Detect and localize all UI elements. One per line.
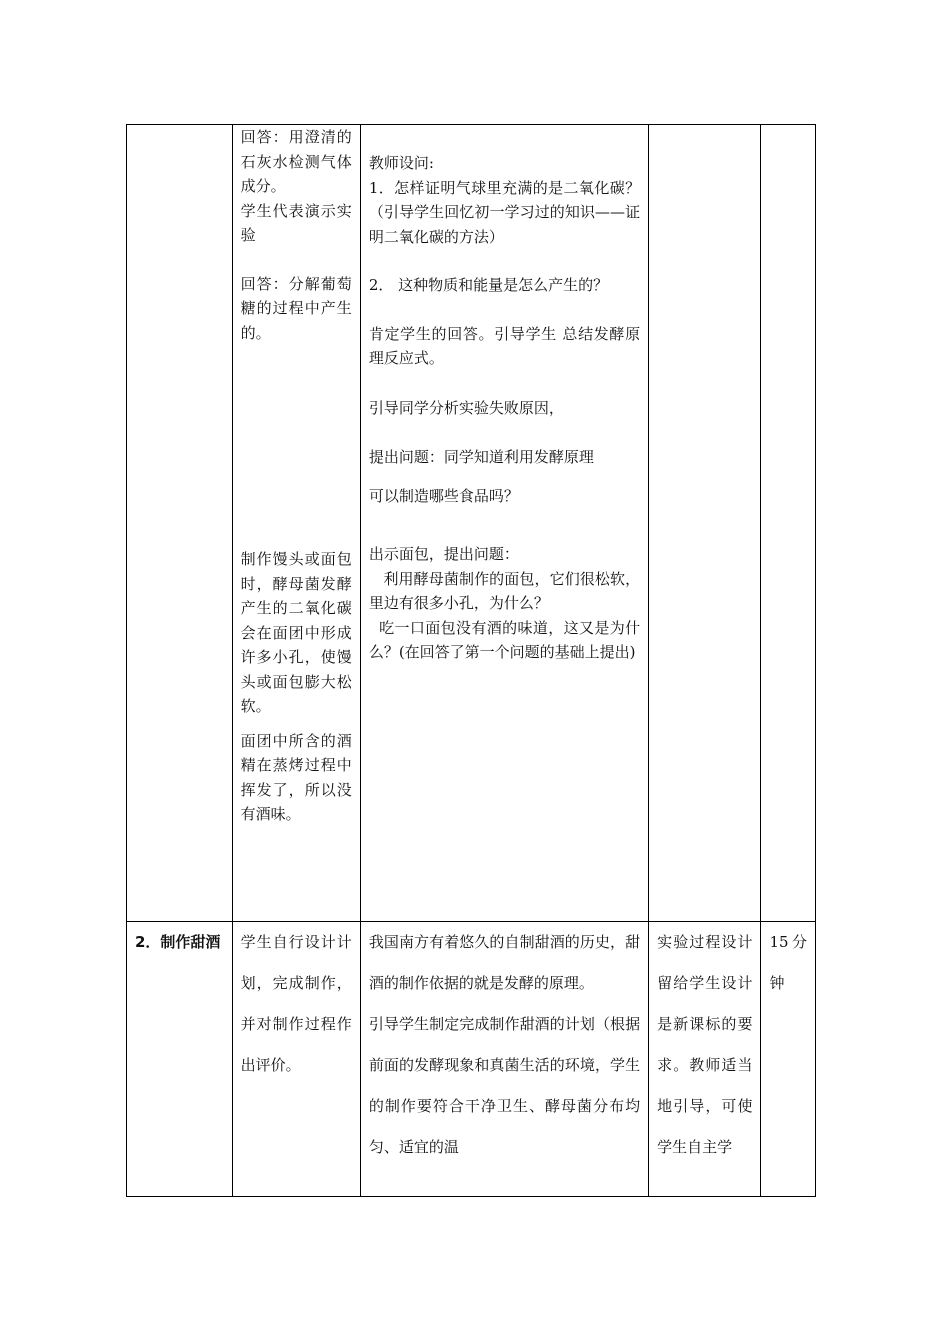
- teacher-activity-cell: [360, 125, 648, 922]
- table-row: [127, 125, 816, 922]
- lesson-plan-table: [126, 124, 816, 1197]
- teacher-prompt-1: 提出问题：同学知道利用发酵原理: [368, 448, 594, 466]
- time-cell: [761, 922, 816, 1197]
- student-activity-cell: [232, 125, 360, 922]
- step-cell: [127, 125, 233, 922]
- time-value: 15分钟: [769, 933, 807, 992]
- time-cell: [761, 125, 816, 922]
- student-answer-1: 回答：用澄清的石灰水检测气体成分。: [240, 128, 352, 195]
- student-activity-cell: [232, 922, 360, 1197]
- student-demo: 学生代表演示实验: [240, 201, 352, 244]
- student-plan: 学生自行设计计划，完成制作，并对制作过程作出评价。: [240, 933, 352, 1074]
- teacher-bread-question-2: 吃一口面包没有酒的味道，这又是为什么？(在回答了第一个问题的基础上提出): [368, 618, 641, 661]
- student-answer-2: 回答：分解葡萄糖的过程中产生的。: [240, 274, 352, 342]
- student-answer-4: 面团中所含的酒精在蒸烤过程中挥发了，所以没有酒味。: [240, 731, 352, 823]
- teacher-question-heading: 教师设问:: [368, 154, 434, 172]
- step-cell: [127, 922, 233, 1197]
- teacher-show-bread: 出示面包，提出问题：: [368, 545, 519, 563]
- teacher-guide: 引导学生制定完成制作甜酒的计划（根据前面的发酵现象和真菌生活的环境，学生的制作要符合干净卫生、酵母菌分布均匀、适宜的温: [368, 1015, 641, 1156]
- teacher-affirm: 肯定学生的回答。引导学生 总结发酵原理反应式。: [368, 324, 641, 367]
- table-row: [127, 922, 816, 1197]
- design-intent-cell: [649, 125, 761, 922]
- teacher-activity-cell: [360, 922, 648, 1197]
- teacher-question-1: 1．怎样证明气球里充满的是二氧化碳？（引导学生回忆初一学习过的知识——证明二氧化碳的方法）: [368, 178, 641, 246]
- design-note: 实验过程设计留给学生设计是新课标的要求。教师适当地引导，可使学生自主学: [657, 933, 753, 1156]
- design-intent-cell: [649, 922, 761, 1197]
- teacher-question-2: 2． 这种物质和能量是怎么产生的？: [368, 276, 609, 294]
- teacher-intro: 我国南方有着悠久的自制甜酒的历史，甜酒的制作依据的就是发酵的原理。: [368, 933, 641, 992]
- teacher-bread-question-1: 利用酵母菌制作的面包，它们很松软，里边有很多小孔，为什么？: [368, 569, 641, 612]
- student-answer-3: 制作馒头或面包时，酵母菌发酵产生的二氧化碳会在面团中形成许多小孔，使馒头或面包膨大松软。: [240, 550, 352, 715]
- teacher-analyze: 引导同学分析实验失败原因，: [368, 398, 564, 417]
- step-title: 2．制作甜酒: [135, 933, 221, 951]
- teacher-prompt-2: 可以制造哪些食品吗？: [368, 486, 519, 505]
